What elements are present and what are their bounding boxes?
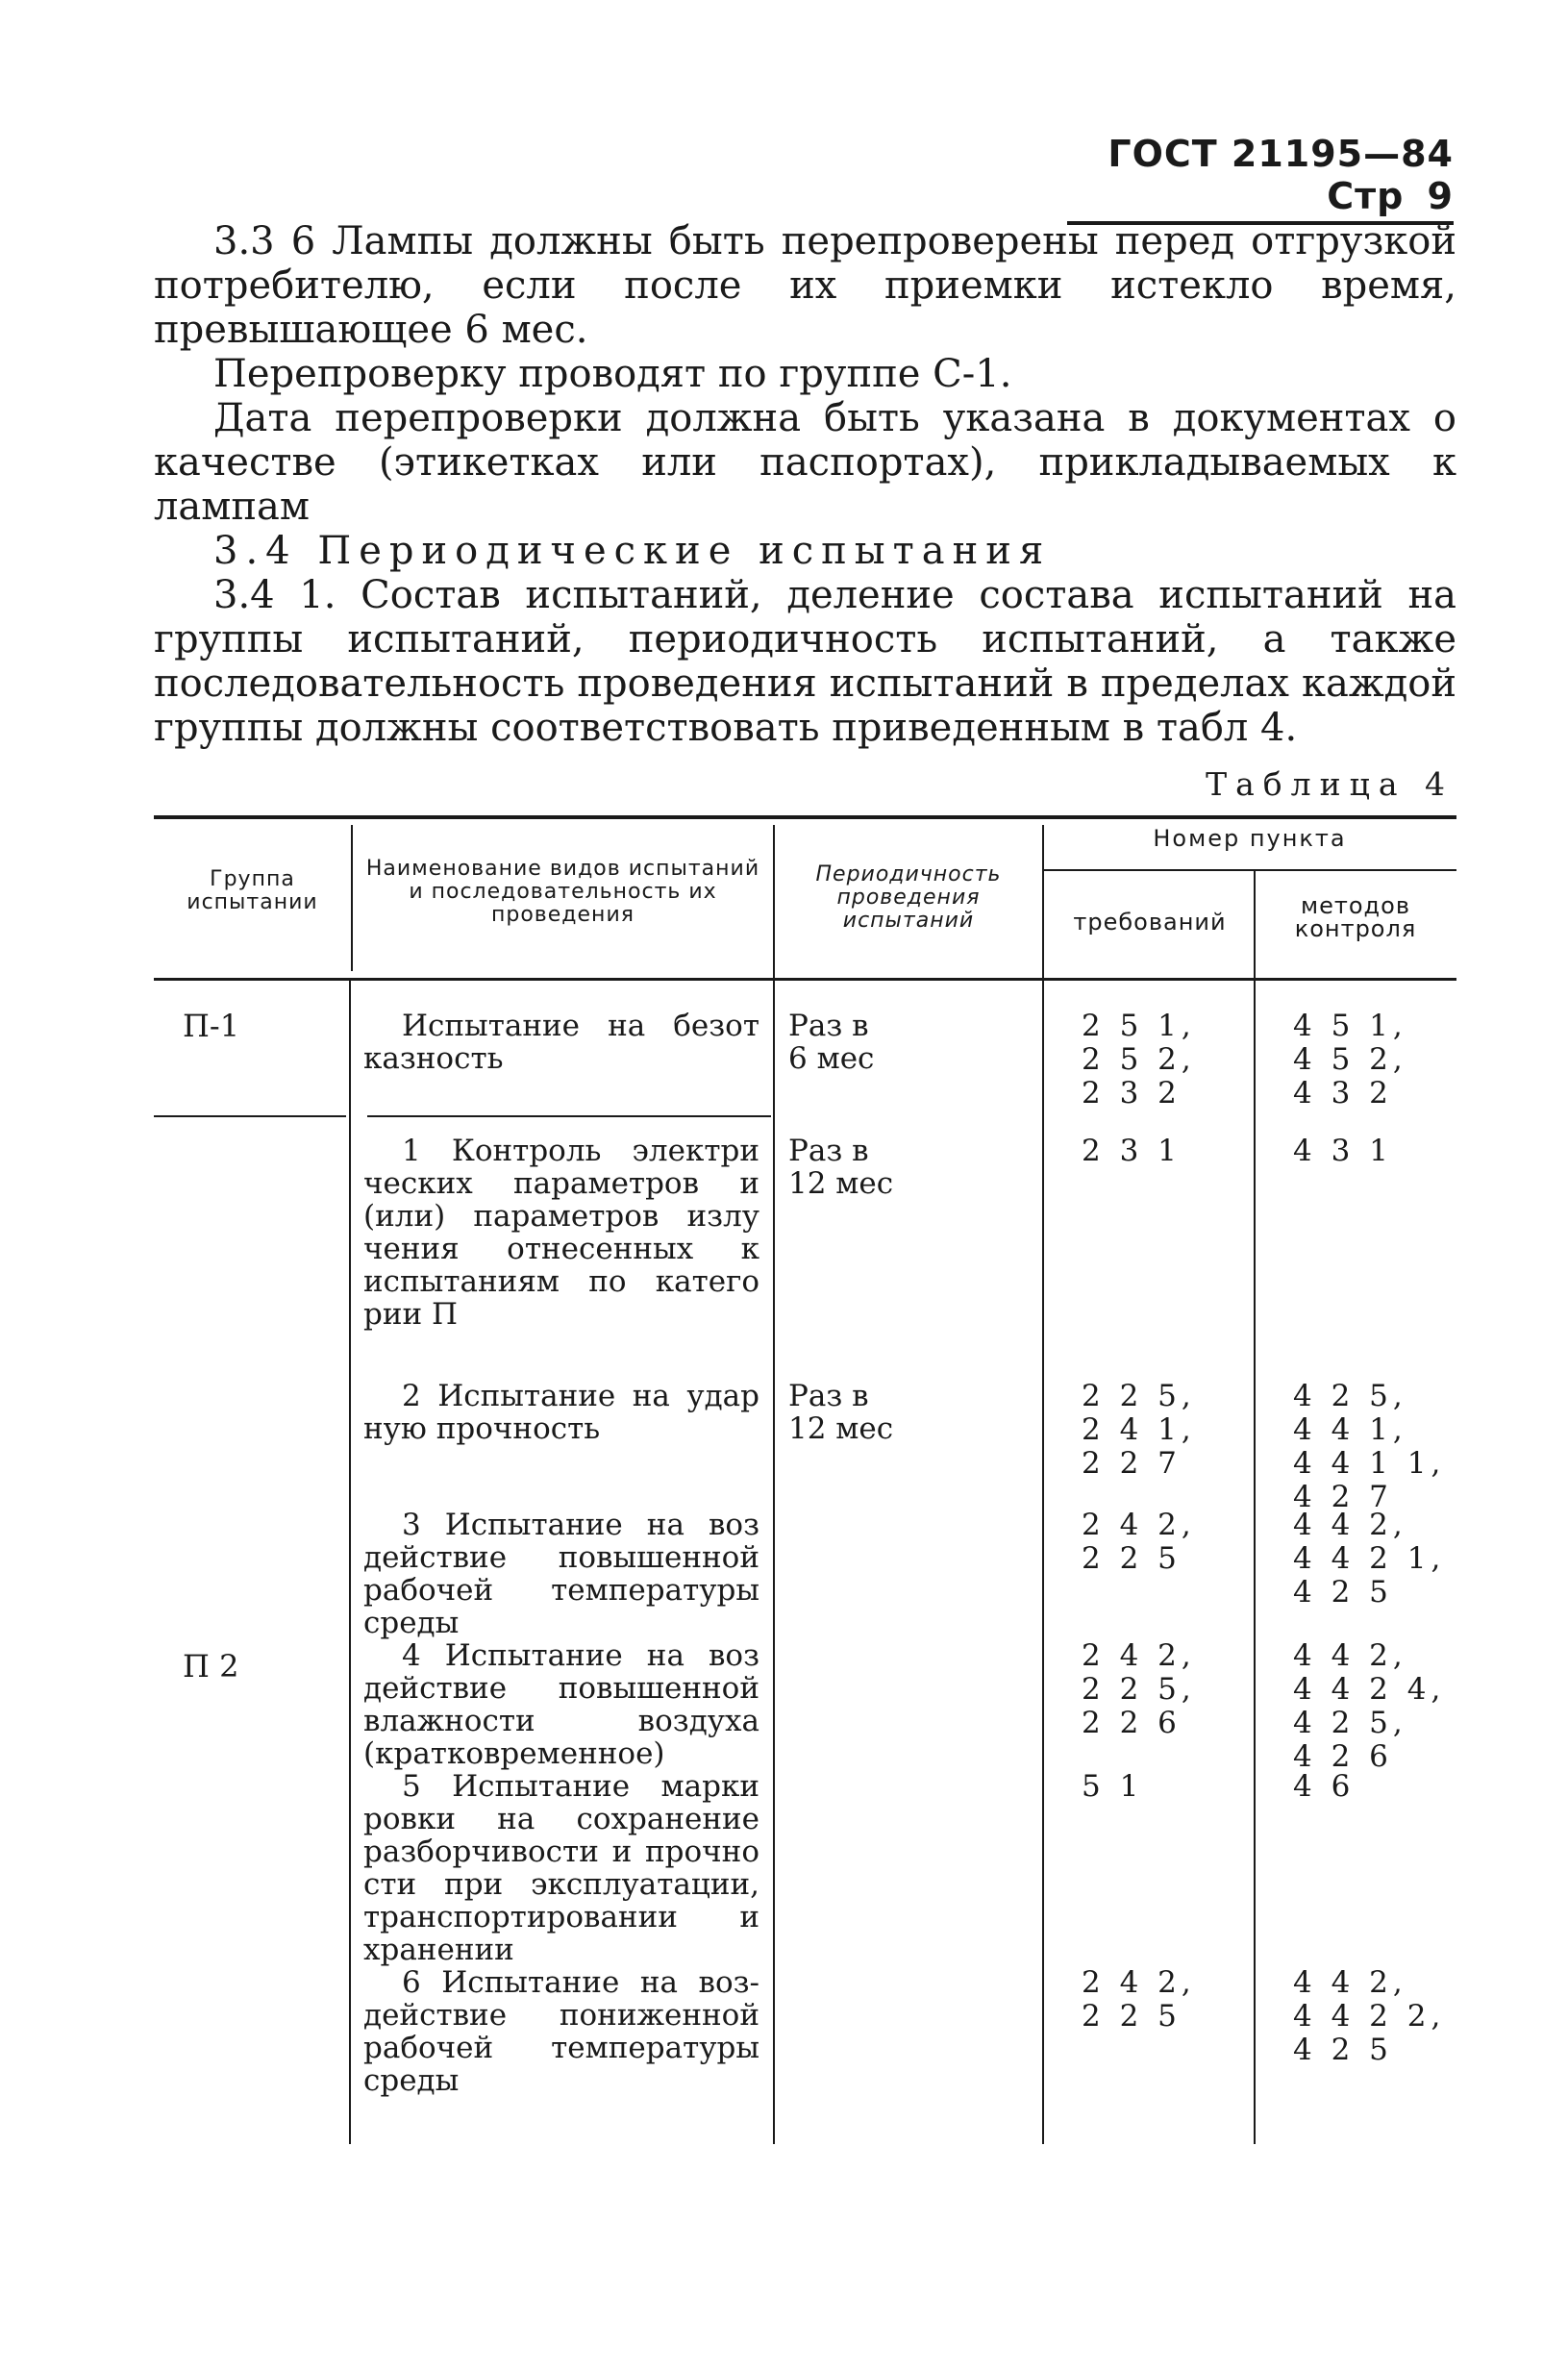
header-methods: методов контроля (1294, 892, 1417, 942)
table-row-requirements-1: 2 3 1 (1082, 1134, 1182, 1168)
table-row-name-6: 6 Испытание на воз- действие пониженной рабочей температуры среды (363, 1965, 759, 2098)
table-row-name-0: Испытание на безот казность (363, 1009, 759, 1076)
header-name: Наименование видов испытаний и последовательность их проведения (365, 857, 760, 927)
group-p2: П 2 (183, 1648, 239, 1685)
col-divider-3 (1042, 825, 1044, 2144)
table-row-requirements-2: 2 2 5, 2 4 1, 2 2 7 (1082, 1379, 1196, 1481)
table-row-name-3: 3 Испытание на воз действие повышенной рабочей температуры среды (363, 1508, 759, 1640)
standard-number: ГОСТ 21195—84 (1108, 133, 1454, 175)
table-row-period-2: Раз в 12 мес (788, 1379, 894, 1446)
group-divider-rule (154, 1115, 346, 1117)
table-row-period-0: Раз в 6 мес (788, 1009, 875, 1076)
page-header (1067, 133, 1454, 225)
group-p1: П-1 (183, 1008, 240, 1044)
table-row-methods-4: 4 4 2, 4 4 2 4, 4 2 5, 4 2 6 (1293, 1638, 1446, 1774)
paragraph-recheck-group: Перепроверку проводят по группе С-1. (213, 352, 1012, 396)
col-divider-1 (349, 978, 351, 2144)
page-number: 9 (1427, 175, 1454, 217)
table-row-requirements-5: 5 1 (1082, 1769, 1144, 1804)
header-item-number: Номер пункта (1153, 825, 1347, 852)
table-row-methods-3: 4 4 2, 4 4 2 1, 4 2 5 (1293, 1508, 1446, 1610)
table-row-name-2: 2 Испытание на удар ную прочность (363, 1379, 759, 1446)
col-divider-2 (773, 825, 775, 2144)
section-heading-3-4: 3.4 Периодические испытания (213, 529, 1052, 573)
table-caption: Таблица 4 (1206, 765, 1454, 803)
header-col-divider-1 (351, 825, 353, 971)
body-text (154, 219, 1456, 750)
table-row-name-5: 5 Испытание марки ровки на сохранение разборчивости и прочно сти при эксплуатации, транспортировании и хранении (363, 1769, 759, 1967)
table-row-methods-0: 4 5 1, 4 5 2, 4 3 2 (1293, 1009, 1407, 1111)
table-top-rule (154, 815, 1456, 819)
table-row-name-1: 1 Контроль электри ческих параметров и (или) параметров излу чения отнесенных к испытаниям по катего рии П (363, 1134, 759, 1332)
table-row-methods-2: 4 2 5, 4 4 1, 4 4 1 1, 4 2 7 (1293, 1379, 1446, 1514)
name-divider-rule (367, 1115, 771, 1117)
table-row-methods-5: 4 6 (1293, 1769, 1356, 1804)
table-row-requirements-6: 2 4 2, 2 2 5 (1082, 1965, 1196, 2034)
table-row-methods-6: 4 4 2, 4 4 2 2, 4 2 5 (1293, 1965, 1446, 2067)
col-divider-4 (1254, 871, 1256, 2144)
paragraph-3-4-1: 3.4 1. Состав испытаний, деление состава испытаний на группы испытаний, периодичность испытаний, а также последовательность проведения испытаний в пределах каждой группы должны соответствовать приведенным в табл 4. (154, 573, 1456, 750)
header-group: Группа испытании (187, 867, 318, 914)
table-row-methods-1: 4 3 1 (1293, 1134, 1393, 1168)
table-row-name-4: 4 Испытание на воз действие повышенной влажности воздуха (кратковременное) (363, 1638, 759, 1771)
paragraph-3-3-6: 3.3 6 Лампы должны быть перепроверены перед отгрузкой потребителю, если после их приемки истекло время, превышающее 6 мес. (154, 219, 1456, 352)
table-row-requirements-4: 2 4 2, 2 2 5, 2 2 6 (1082, 1638, 1196, 1740)
page-label: Стр (1327, 175, 1405, 217)
header-period: Периодичность проведения испытаний (815, 862, 1002, 933)
table-row-requirements-0: 2 5 1, 2 5 2, 2 3 2 (1082, 1009, 1196, 1111)
table-row-period-1: Раз в 12 мес (788, 1134, 894, 1201)
table-row-requirements-3: 2 4 2, 2 2 5 (1082, 1508, 1196, 1576)
item-number-subheader-rule (1043, 869, 1456, 871)
paragraph-recheck-date: Дата перепроверки должна быть указана в документах о качестве (этикетках или паспортах), прикладываемых к лампам (154, 396, 1456, 529)
header-requirements: требований (1073, 909, 1227, 936)
